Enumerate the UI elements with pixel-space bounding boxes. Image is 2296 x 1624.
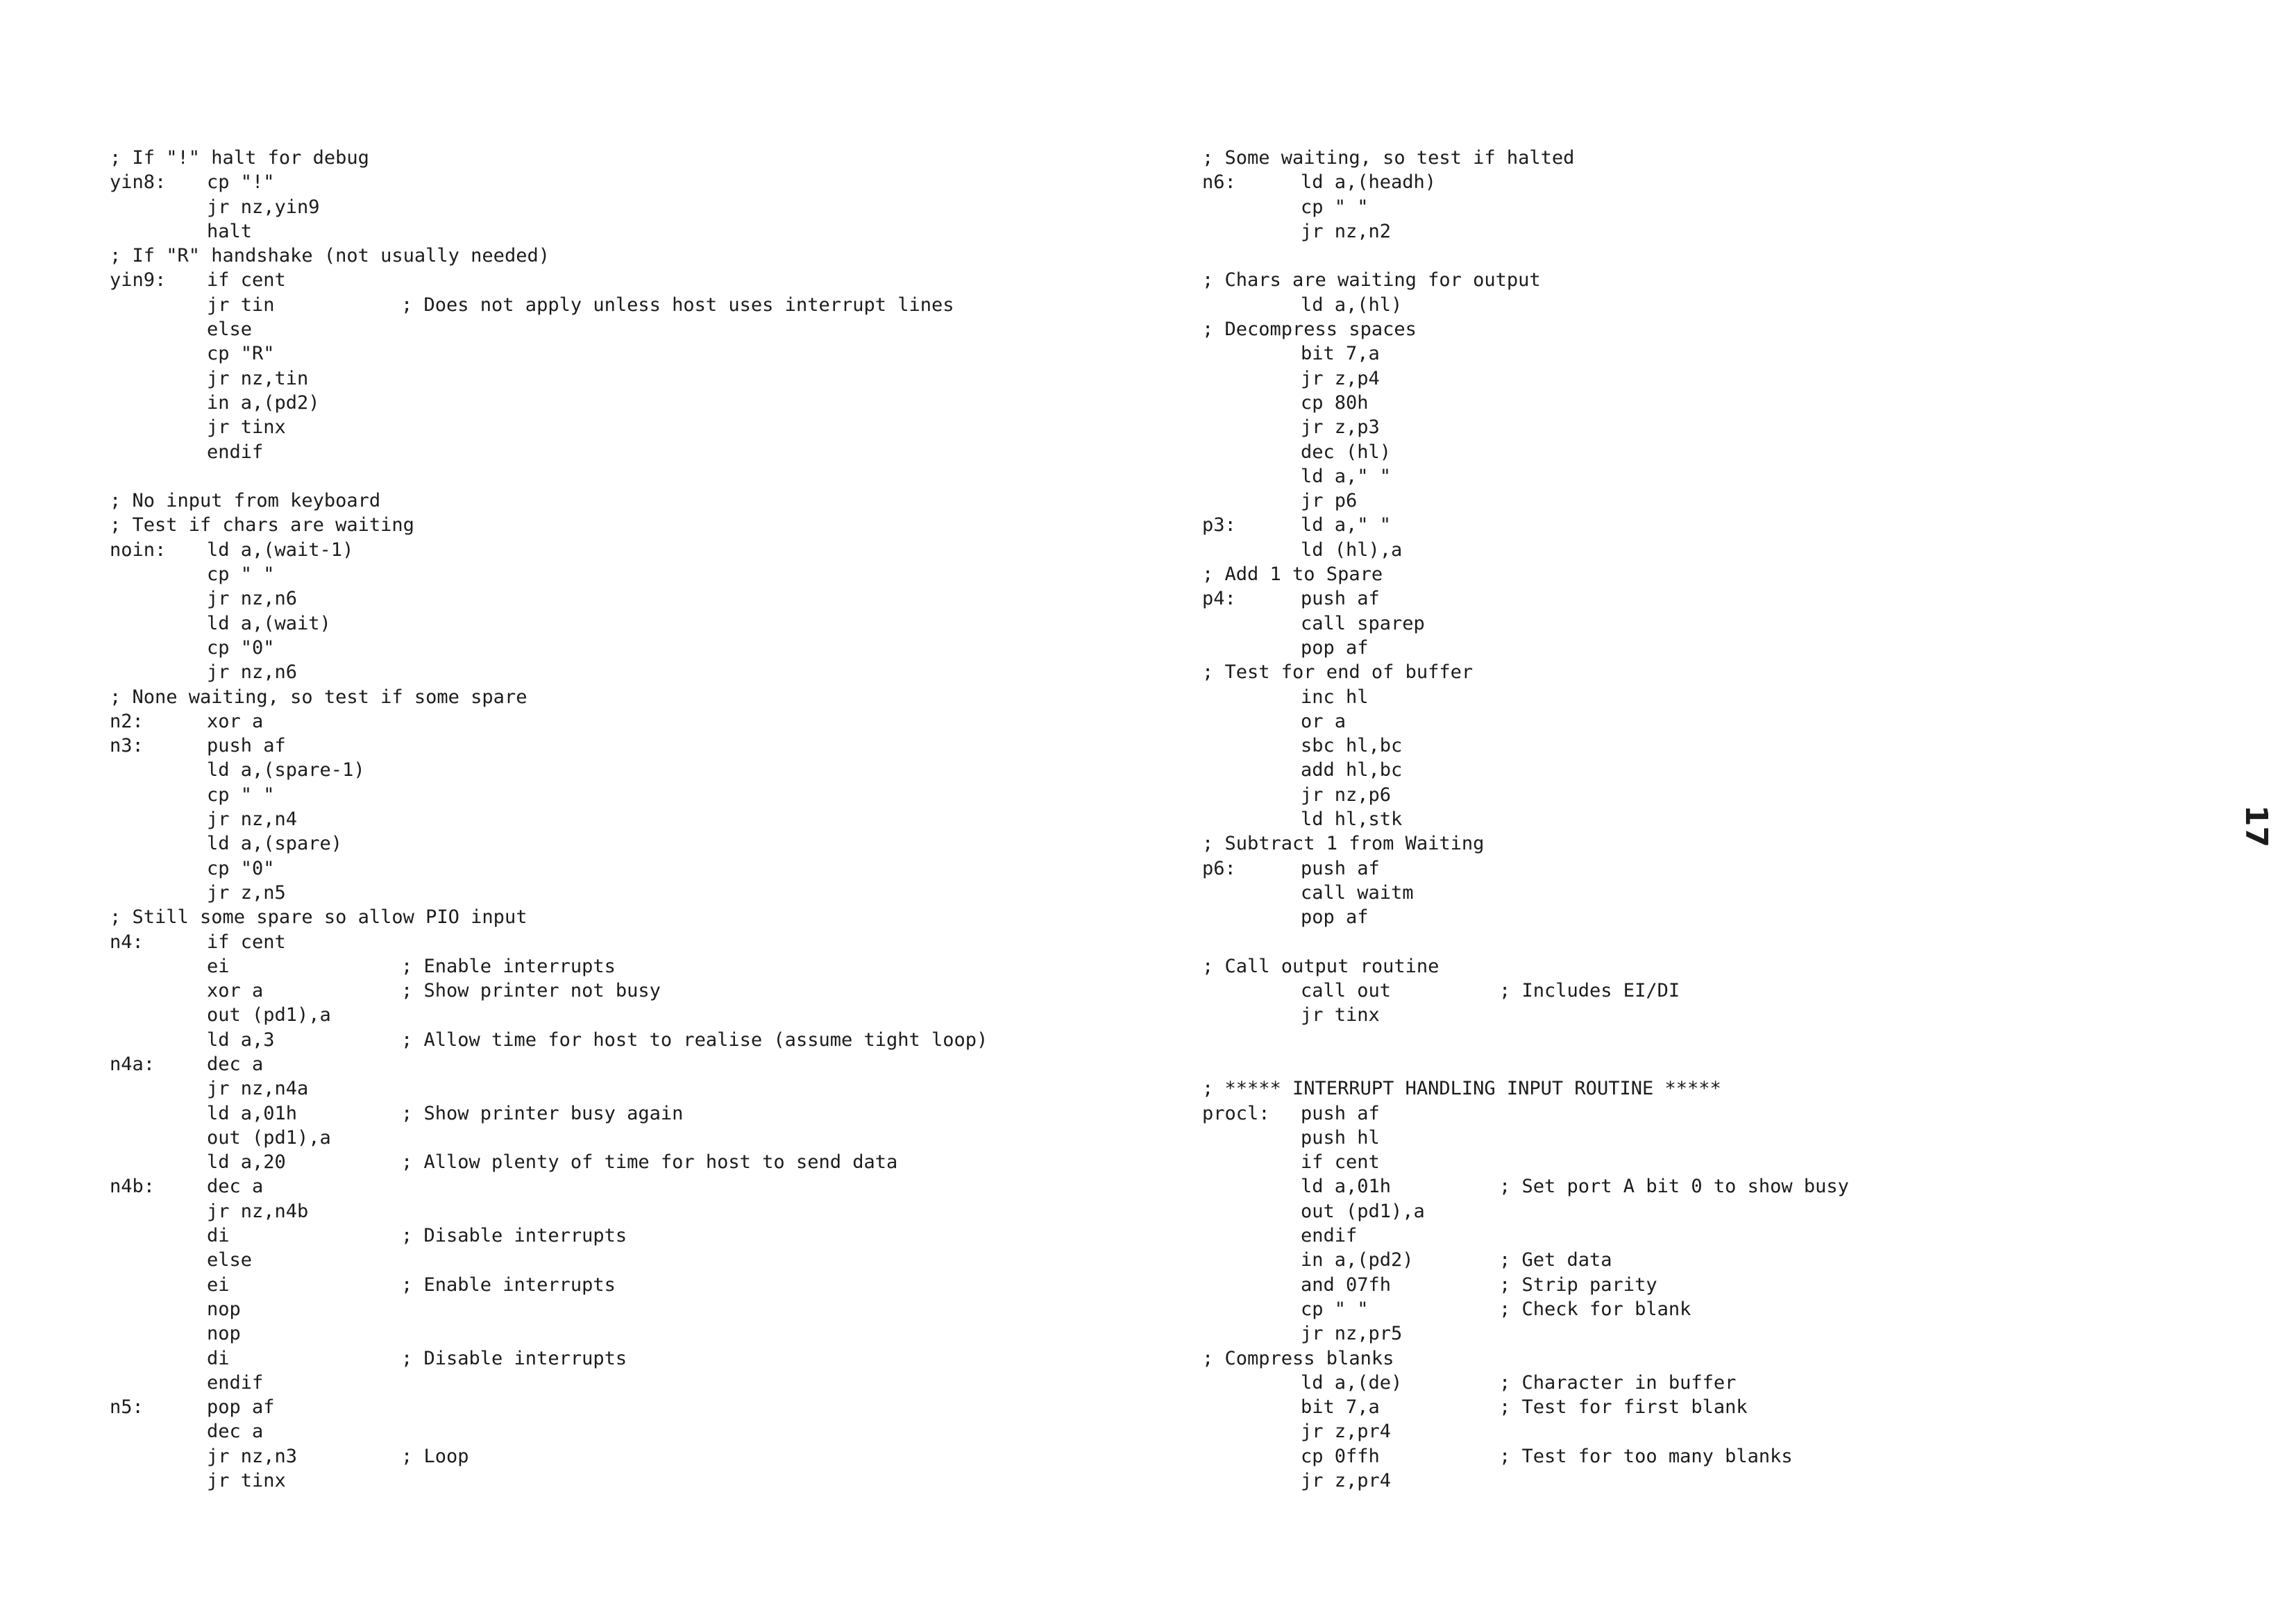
code-instruction: jr nz,n2	[1301, 220, 1392, 242]
code-instruction: jr nz,yin9	[207, 196, 320, 218]
code-instruction: cp 80h	[1301, 391, 1369, 414]
code-instruction: else	[207, 1249, 253, 1271]
code-instruction: push af	[1301, 857, 1380, 879]
code-instruction: ld hl,stk	[1301, 809, 1403, 831]
code-comment: ; Disable interrupts	[401, 1347, 627, 1369]
code-instruction: ld a,(de)	[1301, 1371, 1403, 1394]
code-comment: ; Test for first blank	[1499, 1396, 1748, 1419]
code-instruction: jr nz,n4a	[207, 1078, 309, 1100]
code-instruction: or a	[1301, 710, 1347, 732]
code-label: p6:	[1202, 857, 1236, 879]
code-comment: ; Allow plenty of time for host to send data	[401, 1151, 898, 1174]
code-instruction: cp "0"	[207, 857, 275, 879]
comment-line: ; Add 1 to Spare	[1202, 564, 1383, 586]
code-instruction: endif	[207, 1371, 264, 1394]
comment-line: ; No input from keyboard	[110, 490, 381, 512]
code-instruction: out (pd1),a	[1301, 1200, 1425, 1222]
code-instruction: ld a,20	[207, 1151, 286, 1174]
code-label: p3:	[1202, 514, 1236, 536]
code-instruction: jr z,pr4	[1301, 1470, 1392, 1492]
code-label: n5:	[110, 1396, 144, 1419]
code-instruction: dec a	[207, 1176, 264, 1198]
code-instruction: nop	[207, 1323, 241, 1345]
code-label: n4:	[110, 931, 144, 953]
code-instruction: jr nz,pr5	[1301, 1323, 1403, 1345]
code-comment: ; Does not apply unless host uses interrupt lines	[401, 294, 954, 316]
code-instruction: in a,(pd2)	[1301, 1249, 1414, 1271]
comment-line: ; Some waiting, so test if halted	[1202, 147, 1575, 169]
code-comment: ; Disable interrupts	[401, 1225, 627, 1247]
code-instruction: bit 7,a	[1301, 1396, 1380, 1419]
code-instruction: jr tinx	[207, 416, 286, 439]
code-instruction: push af	[1301, 1102, 1380, 1124]
code-instruction: jr z,p4	[1301, 367, 1380, 389]
comment-line: ; ***** INTERRUPT HANDLING INPUT ROUTINE *****	[1202, 1078, 1721, 1100]
code-instruction: ld a," "	[1301, 465, 1392, 487]
code-instruction: ld a,(wait)	[207, 612, 331, 634]
code-instruction: nop	[207, 1298, 241, 1320]
code-instruction: endif	[207, 441, 264, 463]
code-comment: ; Get data	[1499, 1249, 1612, 1271]
code-instruction: push af	[1301, 588, 1380, 610]
code-label: n3:	[110, 735, 144, 757]
code-label: procl:	[1202, 1102, 1270, 1124]
code-instruction: call waitm	[1301, 881, 1414, 904]
code-instruction: ld a,(headh)	[1301, 171, 1437, 194]
code-comment: ; Show printer busy again	[401, 1102, 684, 1124]
code-label: n6:	[1202, 171, 1236, 194]
code-comment: ; Includes EI/DI	[1499, 980, 1680, 1002]
code-comment: ; Loop	[401, 1445, 469, 1467]
code-instruction: jr nz,n6	[207, 588, 298, 610]
code-instruction: pop af	[1301, 636, 1369, 659]
code-comment: ; Character in buffer	[1499, 1371, 1737, 1394]
code-instruction: di	[207, 1347, 230, 1369]
code-instruction: jr nz,n4	[207, 809, 298, 831]
code-instruction: if cent	[207, 269, 286, 291]
code-comment: ; Enable interrupts	[401, 955, 616, 977]
code-label: n4a:	[110, 1053, 155, 1075]
code-instruction: ld a,(hl)	[1301, 294, 1403, 316]
code-instruction: ld a,01h	[1301, 1176, 1392, 1198]
code-instruction: and 07fh	[1301, 1274, 1392, 1296]
code-instruction: jr z,pr4	[1301, 1421, 1392, 1443]
code-instruction: if cent	[207, 931, 286, 953]
code-instruction: cp " "	[207, 564, 275, 586]
code-instruction: out (pd1),a	[207, 1126, 331, 1149]
code-instruction: cp " "	[1301, 196, 1369, 218]
code-instruction: jr nz,n6	[207, 661, 298, 684]
code-instruction: jr tinx	[207, 1470, 286, 1492]
code-instruction: pop af	[207, 1396, 275, 1419]
code-instruction: call sparep	[1301, 612, 1425, 634]
comment-line: ; Still some spare so allow PIO input	[110, 906, 527, 929]
code-instruction: xor a	[207, 710, 264, 732]
code-instruction: halt	[207, 220, 253, 242]
code-label: yin9:	[110, 269, 167, 291]
code-instruction: cp "!"	[207, 171, 275, 194]
code-instruction: jr z,n5	[207, 881, 286, 904]
code-instruction: dec a	[207, 1053, 264, 1075]
code-instruction: ld a,(wait-1)	[207, 539, 354, 561]
comment-line: ; Subtract 1 from Waiting	[1202, 833, 1485, 855]
code-instruction: sbc hl,bc	[1301, 735, 1403, 757]
code-instruction: ld a,(spare-1)	[207, 759, 365, 781]
code-comment: ; Strip parity	[1499, 1274, 1657, 1296]
code-label: noin:	[110, 539, 167, 561]
code-instruction: call out	[1301, 980, 1392, 1002]
code-instruction: cp " "	[207, 784, 275, 806]
code-instruction: ld a,3	[207, 1029, 275, 1051]
code-instruction: endif	[1301, 1225, 1358, 1247]
code-instruction: in a,(pd2)	[207, 391, 320, 414]
code-instruction: jr nz,n3	[207, 1445, 298, 1467]
code-instruction: cp "R"	[207, 343, 275, 365]
code-instruction: jr z,p3	[1301, 416, 1380, 439]
code-instruction: out (pd1),a	[207, 1004, 331, 1026]
code-label: p4:	[1202, 588, 1236, 610]
code-instruction: cp "0"	[207, 636, 275, 659]
comment-line: ; Chars are waiting for output	[1202, 269, 1541, 291]
code-instruction: di	[207, 1225, 230, 1247]
code-instruction: else	[207, 319, 253, 341]
code-instruction: ei	[207, 955, 230, 977]
code-instruction: ld a,01h	[207, 1102, 298, 1124]
code-instruction: jr nz,n4b	[207, 1200, 309, 1222]
code-instruction: ld a," "	[1301, 514, 1392, 536]
code-label: yin8:	[110, 171, 167, 194]
comment-line: ; If "!" halt for debug	[110, 147, 369, 169]
code-instruction: if cent	[1301, 1151, 1380, 1174]
code-comment: ; Enable interrupts	[401, 1274, 616, 1296]
code-instruction: dec a	[207, 1421, 264, 1443]
code-instruction: dec (hl)	[1301, 441, 1392, 463]
code-comment: ; Set port A bit 0 to show busy	[1499, 1176, 1849, 1198]
comment-line: ; None waiting, so test if some spare	[110, 686, 527, 708]
code-instruction: jr nz,tin	[207, 367, 309, 389]
code-comment: ; Allow time for host to realise (assume tight loop)	[401, 1029, 988, 1051]
code-instruction: inc hl	[1301, 686, 1369, 708]
code-label: n4b:	[110, 1176, 155, 1198]
code-instruction: jr p6	[1301, 490, 1358, 512]
comment-line: ; Test for end of buffer	[1202, 661, 1474, 684]
code-comment: ; Test for too many blanks	[1499, 1445, 1793, 1467]
comment-line: ; Decompress spaces	[1202, 319, 1417, 341]
code-instruction: cp 0ffh	[1301, 1445, 1380, 1467]
code-instruction: add hl,bc	[1301, 759, 1403, 781]
comment-line: ; Call output routine	[1202, 955, 1440, 977]
code-instruction: ei	[207, 1274, 230, 1296]
code-instruction: ld (hl),a	[1301, 539, 1403, 561]
comment-line: ; Test if chars are waiting	[110, 514, 414, 536]
code-instruction: jr nz,p6	[1301, 784, 1392, 806]
code-instruction: bit 7,a	[1301, 343, 1380, 365]
comment-line: ; If "R" handshake (not usually needed)	[110, 245, 550, 267]
code-instruction: cp " "	[1301, 1298, 1369, 1320]
code-instruction: jr tinx	[1301, 1004, 1380, 1026]
code-instruction: push hl	[1301, 1126, 1380, 1149]
code-instruction: jr tin	[207, 294, 275, 316]
code-instruction: pop af	[1301, 906, 1369, 929]
code-comment: ; Check for blank	[1499, 1298, 1691, 1320]
code-label: n2:	[110, 710, 144, 732]
code-instruction: xor a	[207, 980, 264, 1002]
code-instruction: ld a,(spare)	[207, 833, 343, 855]
code-instruction: push af	[207, 735, 286, 757]
comment-line: ; Compress blanks	[1202, 1347, 1394, 1369]
page-number: 17	[2238, 804, 2274, 848]
code-comment: ; Show printer not busy	[401, 980, 661, 1002]
